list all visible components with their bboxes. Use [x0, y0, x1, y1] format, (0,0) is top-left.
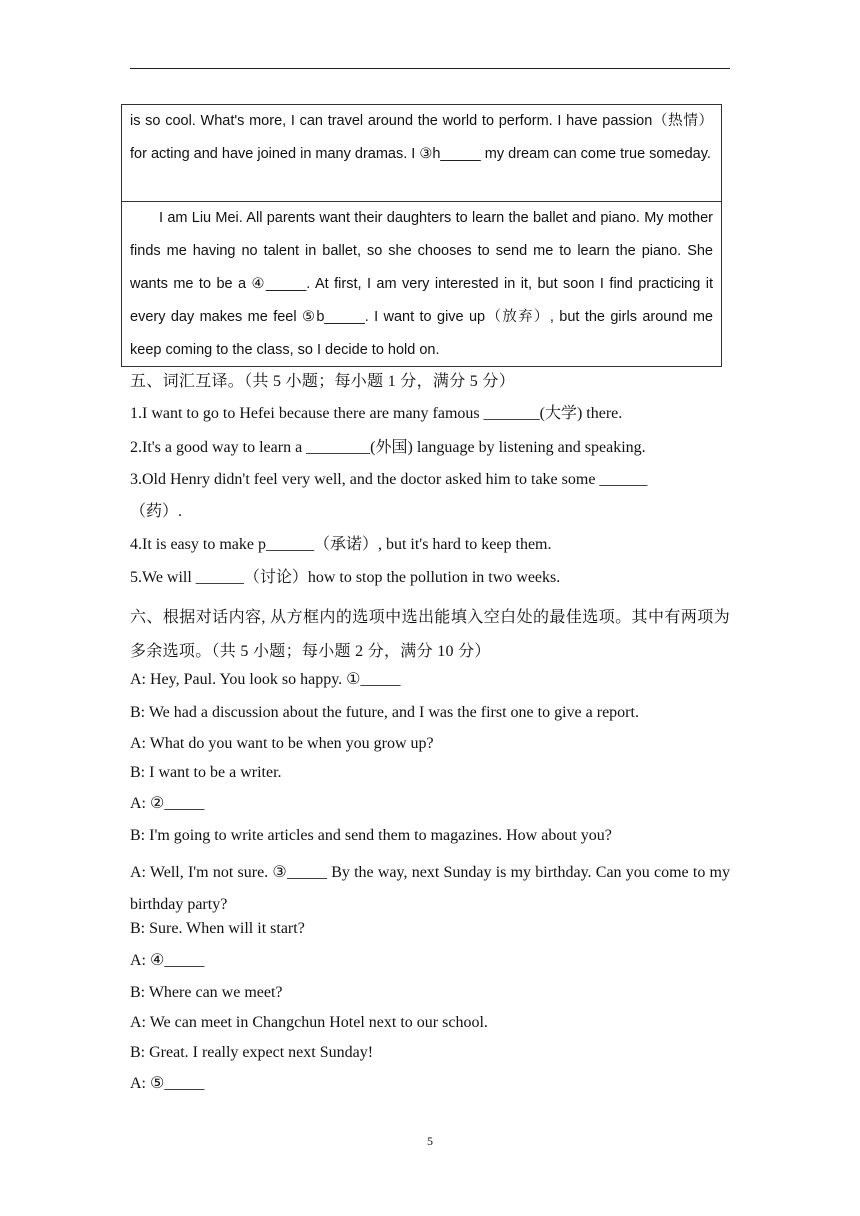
- question-item-continuation: （药）.: [130, 503, 183, 520]
- dialogue-line: B: Where can we meet?: [130, 984, 283, 1001]
- dialogue-line: A: Hey, Paul. You look so happy. ①_____: [130, 671, 401, 688]
- section-6-heading: 六、根据对话内容, 从方框内的选项中选出能填入空白处的最佳选项。其中有两项为多余选项。（共 5 小题；每小题 2 分，满分 10 分）: [130, 609, 730, 660]
- question-item: 4.It is easy to make p______（承诺）, but it's hard to keep them.: [130, 536, 552, 553]
- dialogue-line: B: Great. I really expect next Sunday!: [130, 1044, 374, 1061]
- question-item: 5.We will ______（讨论）how to stop the pollution in two weeks.: [130, 569, 561, 586]
- question-item: 2.It's a good way to learn a ________(外国) language by listening and speaking.: [130, 439, 646, 456]
- dialogue-line: A: ④_____: [130, 952, 205, 969]
- reading-passage-box: [121, 104, 722, 202]
- dialogue-line: A: ②_____: [130, 795, 205, 812]
- dialogue-line: A: What do you want to be when you grow up?: [130, 735, 434, 752]
- dialogue-line: B: We had a discussion about the future, and I was the first one to give a report.: [130, 704, 639, 721]
- question-item: 3.Old Henry didn't feel very well, and the doctor asked him to take some ______: [130, 471, 648, 488]
- question-item: 1.I want to go to Hefei because there are many famous _______(大学) there.: [130, 405, 623, 422]
- dialogue-line: A: Well, I'm not sure. ③_____ By the way, next Sunday is my birthday. Can you come to my birthday party?: [130, 864, 730, 913]
- dialogue-line: B: I'm going to write articles and send them to magazines. How about you?: [130, 827, 612, 844]
- passage-text: is so cool. What's more, I can travel around the world to perform. I have passion（热情）for acting and have joined in many dramas. I ③h_____ my dream can come true someday.: [130, 113, 713, 162]
- section-5-heading: 五、词汇互译。（共 5 小题；每小题 1 分，满分 5 分）: [130, 373, 516, 390]
- passage-text: I am Liu Mei. All parents want their daughters to learn the ballet and piano. My mother finds me having no talent in ballet, so she chooses to send me to learn the piano. She wants me to be a ④_____. At first, I am very interested in it, but soon I find practicing it every day makes me feel ⑤b_____. I want to give up（放弃）, but the girls around me keep coming to the class, so I decide to hold on.: [130, 210, 713, 358]
- page-number: 5: [427, 1134, 433, 1148]
- dialogue-line: B: Sure. When will it start?: [130, 920, 305, 937]
- dialogue-line: A: ⑤_____: [130, 1075, 205, 1092]
- reading-passage-box: [121, 201, 722, 367]
- dialogue-line: B: I want to be a writer.: [130, 764, 282, 781]
- dialogue-line: A: We can meet in Changchun Hotel next to our school.: [130, 1014, 488, 1031]
- header-rule: [130, 68, 730, 69]
